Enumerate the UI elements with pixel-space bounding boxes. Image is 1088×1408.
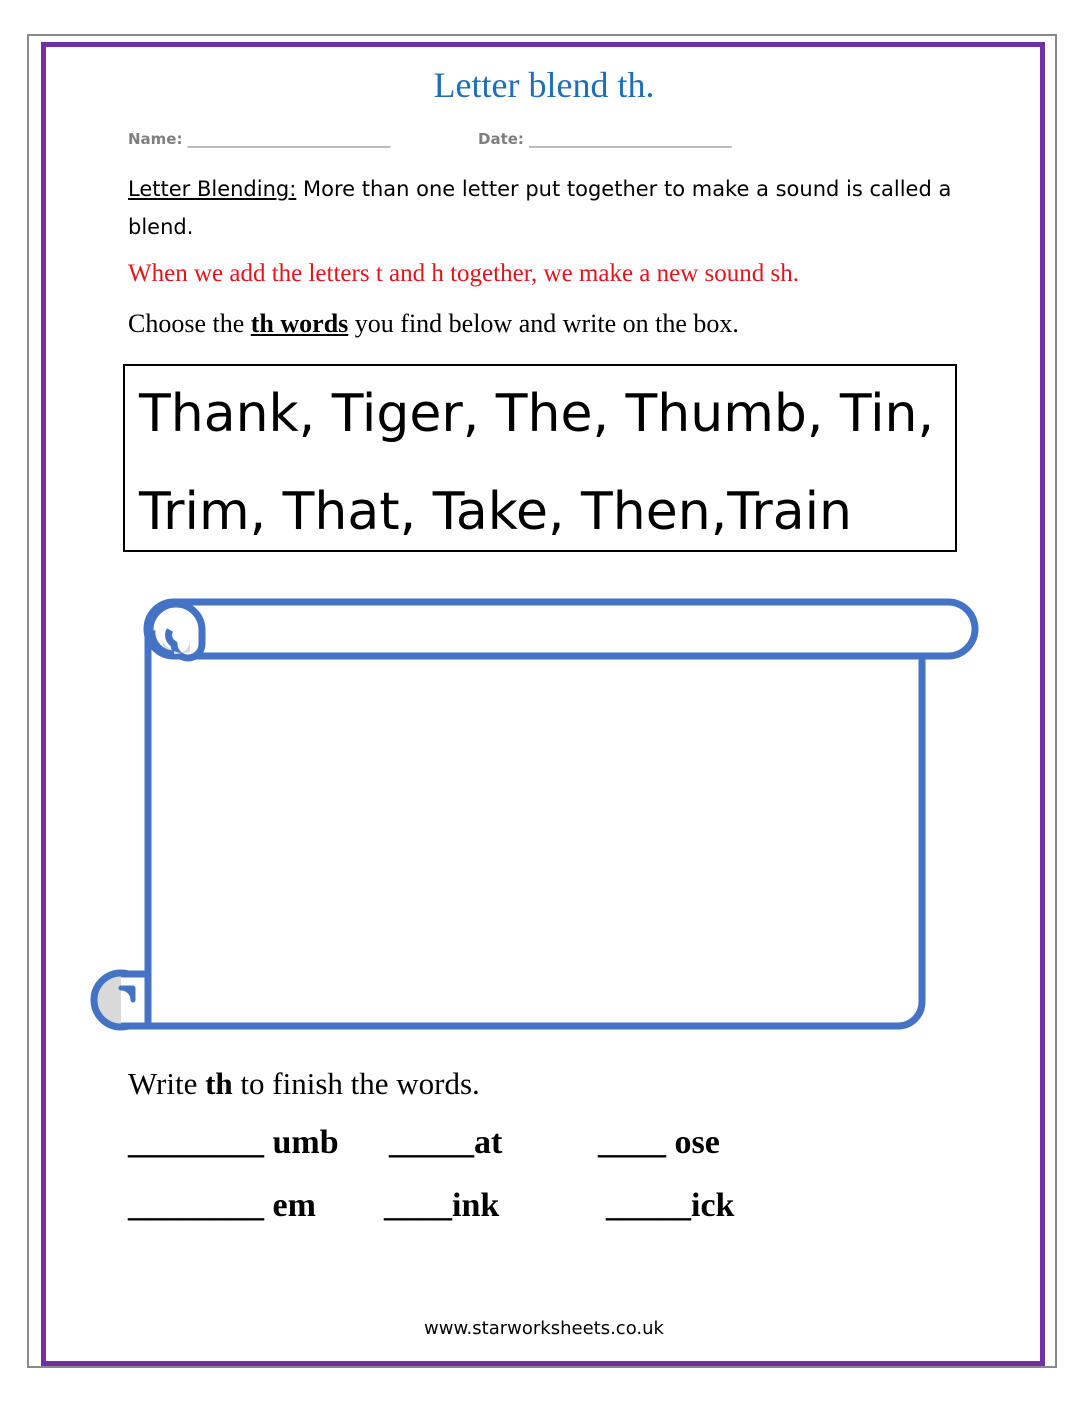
word-list-line-2: Trim, That, Take, Then,Train	[139, 482, 852, 542]
write-heading	[128, 1066, 480, 1102]
exercise-item[interactable]: ________ umb	[128, 1124, 339, 1161]
name-blank: ___________________________	[187, 130, 391, 148]
instruction-before: Choose the	[128, 309, 251, 338]
footer-website: www.starworksheets.co.uk	[424, 1318, 664, 1339]
exercise-item[interactable]: ________ em	[128, 1187, 316, 1224]
exercise-item[interactable]: _____at	[389, 1124, 503, 1161]
worksheet-title: Letter blend th.	[433, 65, 655, 105]
definition-term: Letter Blending:	[128, 177, 297, 201]
write-heading-before: Write	[128, 1066, 206, 1101]
red-note: When we add the letters t and h together, we make a new sound sh.	[128, 260, 800, 287]
instruction-after: you find below and write on the box.	[348, 309, 739, 338]
write-heading-highlight: th	[205, 1066, 233, 1101]
date-label: Date:	[478, 130, 524, 148]
bottom-curl-icon	[94, 973, 148, 1027]
word-list-line-1: Thank, Tiger, The, Thumb, Tin,	[139, 384, 935, 444]
exercise-item[interactable]: _____ick	[606, 1187, 735, 1224]
definition-text: More than one letter put together to make a sound is called a blend.	[128, 177, 952, 239]
exercise-item[interactable]: ____ ose	[598, 1124, 720, 1161]
write-heading-after: to finish the words.	[232, 1066, 480, 1101]
name-label: Name:	[128, 130, 183, 148]
instruction-highlight: th words	[250, 309, 349, 338]
exercise-item[interactable]: ____ink	[384, 1187, 500, 1224]
date-blank: ___________________________	[529, 130, 732, 148]
